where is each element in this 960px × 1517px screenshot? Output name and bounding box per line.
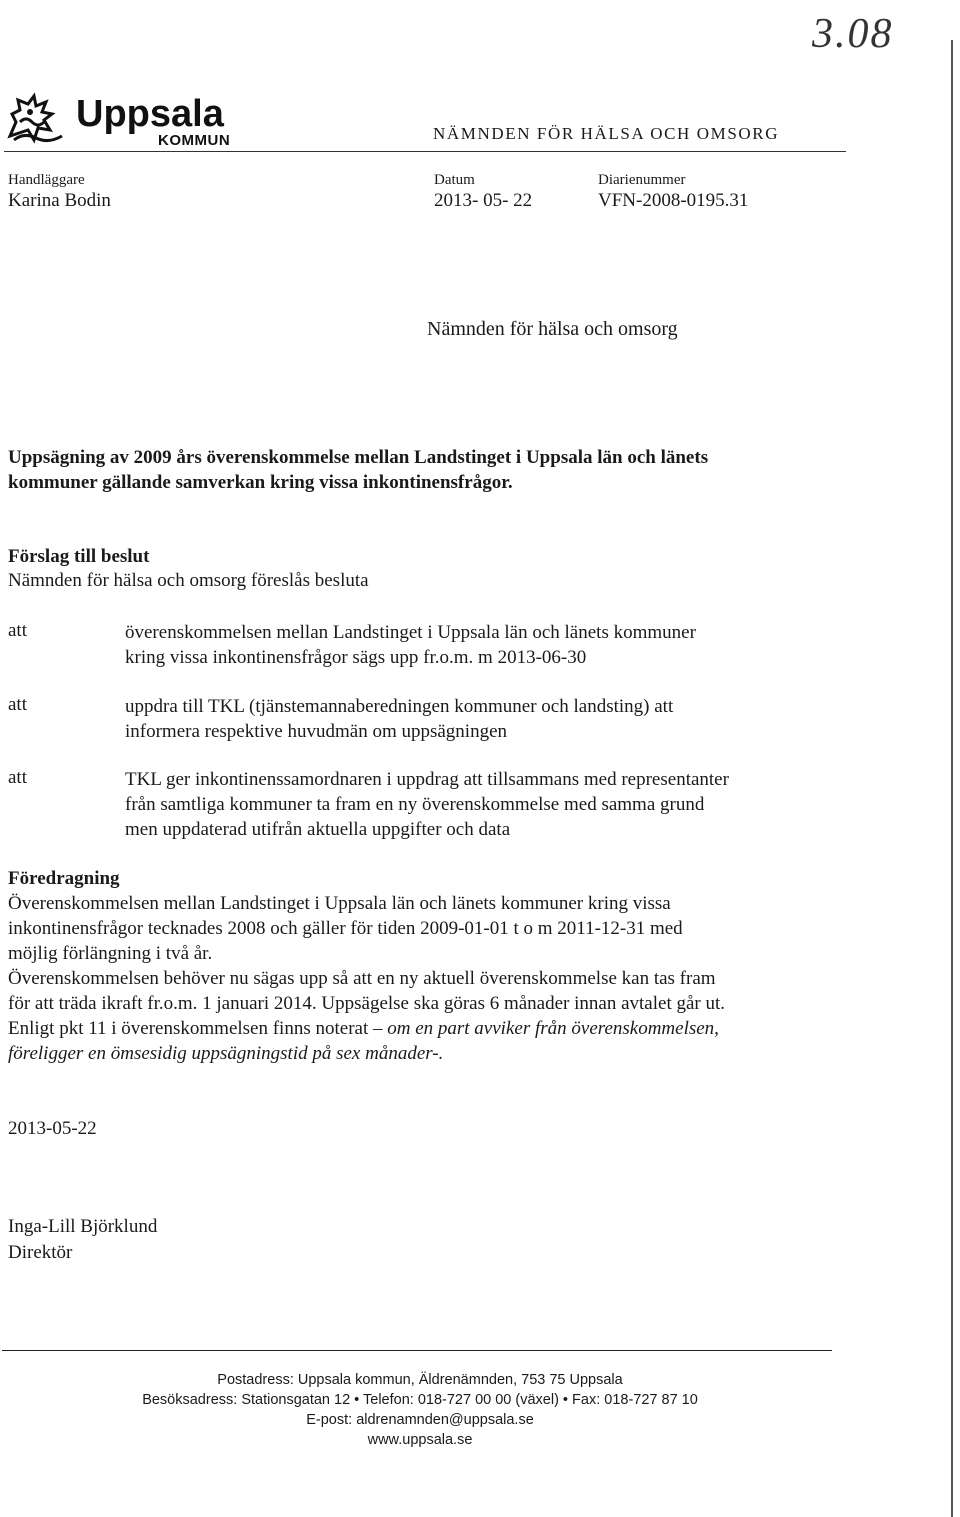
body-line: Överenskommelsen mellan Landstinget i Uppsala län och länets kommuner kring vissa [8, 893, 671, 914]
proposal-item-line: uppdra till TKL (tjänstemannaberedningen kommuner och landsting) att [125, 696, 674, 717]
footer-website: www.uppsala.se [367, 1432, 473, 1448]
proposal-item [125, 767, 729, 842]
footer-postadress: Postadress: Uppsala kommun, Äldrenämnden, 753 75 Uppsala [217, 1372, 623, 1388]
datum-label: Datum [434, 172, 475, 188]
handlaggare-value: Karina Bodin [8, 190, 111, 211]
logo-subtitle: KOMMUN [158, 132, 231, 149]
proposal-heading: Förslag till beslut [8, 546, 150, 567]
proposal-item-line: från samtliga kommuner ta fram en ny överenskommelse med samma grund [125, 794, 705, 815]
subject-line: kommuner gällande samverkan kring vissa inkontinensfrågor. [8, 472, 513, 493]
att-label: att [8, 620, 27, 641]
organization-name: NÄMNDEN FÖR HÄLSA OCH OMSORG [433, 124, 780, 143]
proposal-item-line: TKL ger inkontinenssamordnaren i uppdrag att tillsammans med representanter [125, 769, 729, 790]
footer-email: E-post: aldrenamnden@uppsala.se [306, 1412, 534, 1428]
proposal-item-line: informera respektive huvudmän om uppsägningen [125, 721, 508, 742]
body-line [8, 1016, 725, 1041]
uppsala-lion-emblem-icon [6, 92, 68, 144]
datum-value: 2013- 05- 22 [434, 190, 533, 211]
footer-divider [2, 1350, 832, 1351]
handwritten-mark: 3.08 [812, 11, 894, 57]
handlaggare-label: Handläggare [8, 172, 85, 188]
att-label: att [8, 694, 27, 715]
proposal-intro: Nämnden för hälsa och omsorg föreslås besluta [8, 570, 369, 591]
diarienummer-label: Diarienummer [598, 172, 686, 188]
body-line: möjlig förlängning i två år. [8, 943, 213, 964]
footer [0, 1370, 840, 1450]
signature-date: 2013-05-22 [8, 1118, 97, 1139]
body-text-italic: föreligger en ömsesidig uppsägningstid på sex månader-. [8, 1043, 444, 1064]
foredragning-heading: Föredragning [8, 868, 120, 889]
proposal-item [125, 694, 673, 744]
footer-besoksadress: Besöksadress: Stationsgatan 12 • Telefon: 018-727 00 00 (växel) • Fax: 018-727 87 10 [142, 1392, 698, 1408]
scan-edge-line [951, 40, 953, 1517]
body-line: inkontinensfrågor tecknades 2008 och gäller för tiden 2009-01-01 t o m 2011-12-31 med [8, 918, 683, 939]
foredragning-body [8, 891, 725, 1066]
proposal-item-line: men uppdaterad utifrån aktuella uppgifter och data [125, 819, 511, 840]
recipient: Nämnden för hälsa och omsorg [427, 318, 678, 340]
body-text-plain: Enligt pkt 11 i överenskommelsen finns noterat – [8, 1018, 388, 1039]
subject-line: Uppsägning av 2009 års överenskommelse mellan Landstinget i Uppsala län och länets [8, 447, 709, 468]
header-divider [4, 151, 846, 152]
att-label: att [8, 767, 27, 788]
body-line [8, 1041, 725, 1066]
subject-heading [8, 445, 708, 495]
body-line: för att träda ikraft fr.o.m. 1 januari 2014. Uppsägelse ska göras 6 månader innan avtalet går ut. [8, 993, 726, 1014]
diarienummer-value: VFN-2008-0195.31 [598, 190, 749, 211]
proposal-item-line: kring vissa inkontinensfrågor sägs upp fr.o.m. m 2013-06-30 [125, 647, 587, 668]
proposal-item [125, 620, 696, 670]
signatory-title: Direktör [8, 1242, 73, 1263]
proposal-item-line: överenskommelsen mellan Landstinget i Uppsala län och länets kommuner [125, 622, 696, 643]
signatory-name: Inga-Lill Björklund [8, 1216, 158, 1237]
logo-wordmark: Uppsala [76, 93, 224, 135]
body-line: Överenskommelsen behöver nu sägas upp så att en ny aktuell överenskommelse kan tas fram [8, 968, 716, 989]
body-text-italic: om en part avviker från överenskommelsen, [387, 1018, 719, 1039]
